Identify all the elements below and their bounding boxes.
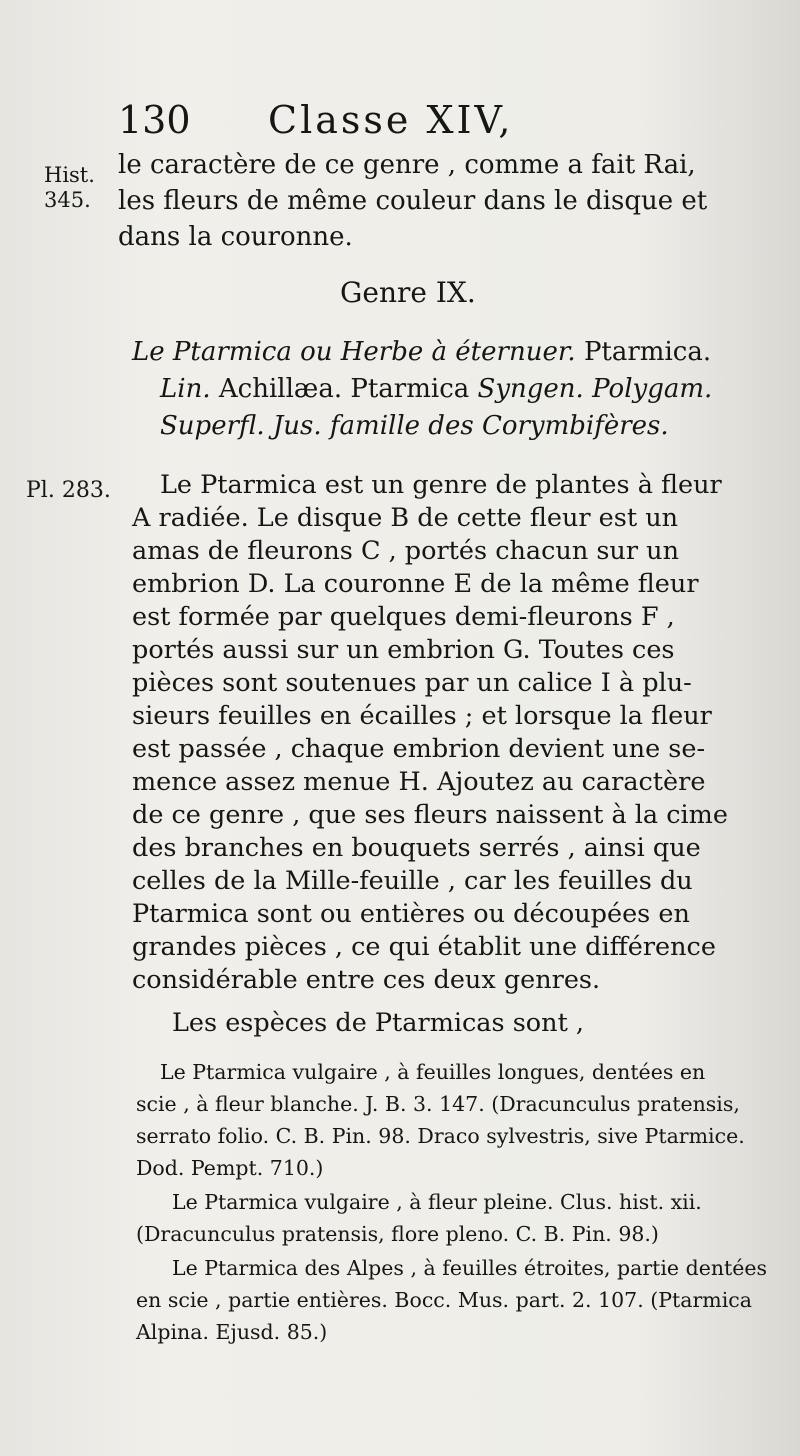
species-line-5: Le Ptarmica vulgaire , à fleur pleine. Clus. hist. xii. (172, 1190, 702, 1214)
body-line-6: portés aussi sur un embrion G. Toutes ces (132, 635, 675, 665)
synonymy-line-3 (160, 411, 669, 441)
intro-line-2: les fleurs de même couleur dans le disque et (118, 186, 708, 216)
margin-note-hist: Hist. (44, 163, 95, 187)
synonymy-syngenesia: Syngen. (477, 374, 584, 404)
synonymy-latin-name: Ptarmica. (583, 337, 712, 367)
synonymy-common-name: Le Ptarmica ou Herbe à éternuer. (132, 337, 576, 367)
species-line-9: Alpina. Ejusd. 85.) (136, 1320, 328, 1344)
body-line-12: des branches en bouquets serrés , ainsi que (132, 833, 701, 863)
body-line-11: de ce genre , que ses fleurs naissent à la cime (132, 800, 728, 830)
species-heading: Les espèces de Ptarmicas sont , (172, 1008, 585, 1038)
margin-note-plate: Pl. 283. (26, 478, 111, 503)
body-line-5: est formée par quelques demi-fleurons F , (132, 602, 675, 632)
synonymy-achillaea: Achillæa. Ptarmica (218, 374, 470, 404)
body-line-4: embrion D. La couronne E de la même fleur (132, 569, 699, 599)
body-line-8: sieurs feuilles en écailles ; et lorsque la fleur (132, 701, 712, 731)
species-line-3: serrato folio. C. B. Pin. 98. Draco sylvestris, sive Ptarmice. (136, 1124, 745, 1148)
species-line-2: scie , à fleur blanche. J. B. 3. 147. (Dracunculus pratensis, (136, 1092, 740, 1116)
intro-line-1: le caractère de ce genre , comme a fait Rai, (118, 150, 696, 180)
synonymy-line-1 (132, 337, 711, 367)
page-number: 130 (118, 98, 191, 142)
body-line-2: A radiée. Le disque B de cette fleur est un (132, 503, 679, 533)
body-line-1: Le Ptarmica est un genre de plantes à fleur (160, 470, 722, 500)
body-line-15: grandes pièces , ce qui établit une différence (132, 932, 716, 962)
synonymy-superflua: Superfl. Jus. famille des Corymbifères. (160, 411, 669, 441)
body-line-10: mence assez menue H. Ajoutez au caractère (132, 767, 706, 797)
body-line-7: pièces sont soutenues par un calice I à plu- (132, 668, 692, 698)
synonymy-line-2 (160, 374, 712, 404)
species-line-6: (Dracunculus pratensis, flore pleno. C. B. Pin. 98.) (136, 1222, 659, 1246)
body-line-14: Ptarmica sont ou entières ou découpées en (132, 899, 690, 929)
body-line-3: amas de fleurons C , portés chacun sur un (132, 536, 679, 566)
genre-heading: Genre IX. (340, 276, 476, 309)
page-header (118, 98, 758, 144)
species-line-4: Dod. Pempt. 710.) (136, 1156, 324, 1180)
species-line-1: Le Ptarmica vulgaire , à feuilles longues, dentées en (160, 1060, 706, 1084)
body-line-9: est passée , chaque embrion devient une se- (132, 734, 706, 764)
running-title-text: Classe XIV, (268, 98, 514, 142)
synonymy-polygamia: Polygam. (592, 374, 713, 404)
running-title (268, 98, 513, 142)
species-line-7: Le Ptarmica des Alpes , à feuilles étroites, partie dentées (172, 1256, 768, 1280)
species-line-8: en scie , partie entières. Bocc. Mus. part. 2. 107. (Ptarmica (136, 1288, 752, 1312)
body-line-16: considérable entre ces deux genres. (132, 965, 601, 995)
margin-note-hist-number: 345. (44, 188, 91, 212)
synonymy-linnaeus: Lin. (160, 374, 211, 404)
body-line-13: celles de la Mille-feuille , car les feuilles du (132, 866, 693, 896)
intro-line-3: dans la couronne. (118, 222, 353, 252)
